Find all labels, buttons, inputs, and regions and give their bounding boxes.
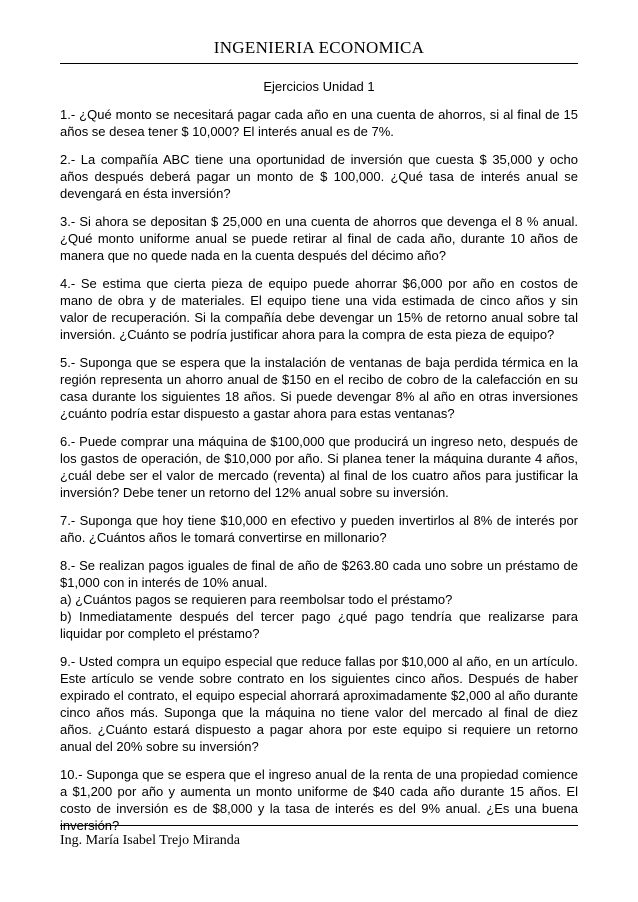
- header-divider: [60, 63, 578, 64]
- exercise-4: 4.- Se estima que cierta pieza de equipo puede ahorrar $6,000 por año en costos de mano de obra y de materiales. El equipo tiene una vida estimada de cinco años y sin valor de recuperación. Si la compañía debe devengar un 15% de retorno anual sobre tal inversión. ¿Cuánto se podría justificar ahora para la compra de esta pieza de equipo?: [60, 276, 578, 342]
- document-body: [60, 78, 578, 834]
- footer-divider: [60, 825, 578, 826]
- exercise-9: 9.- Usted compra un equipo especial que reduce fallas por $10,000 al año, en un artículo. Este artículo se vende sobre contrato en los siguientes cinco años. Después de haber expirado el contrato, el equipo especial ahorrará aproximadamente $2,000 al año durante cinco años más. Suponga que la máquina no tiene valor del mercado al final de diez años. ¿Cuánto estará dispuesto a pagar ahora por este equipo si requiere un retorno anual del 20% sobre su inversión?: [60, 654, 578, 754]
- exercise-2: 2.- La compañía ABC tiene una oportunidad de inversión que cuesta $ 35,000 y ocho años después deberá pagar un monto de $ 100,000. ¿Qué tasa de interés anual se devengará en ésta inversión?: [60, 152, 578, 201]
- exercise-3: 3.- Si ahora se depositan $ 25,000 en una cuenta de ahorros que devenga el 8 % anual. ¿Qué monto uniforme anual se puede retirar al final de cada año, durante 10 años de manera que no quede nada en la cuenta después del décimo año?: [60, 214, 578, 263]
- footer-author: Ing. María Isabel Trejo Miranda: [60, 833, 241, 848]
- exercise-6: 6.- Puede comprar una máquina de $100,000 que producirá un ingreso neto, después de los gastos de operación, de $10,000 por año. Si planea tener la máquina durante 4 años, ¿cuál debe ser el valor de mercado (reventa) al final de los cuatro años para justificar la inversión? Debe tener un retorno del 12% anual sobre su inversión.: [60, 434, 578, 500]
- exercise-7: 7.- Suponga que hoy tiene $10,000 en efectivo y pueden invertirlos al 8% de interés por año. ¿Cuántos años le tomará convertirse en millonario?: [60, 513, 578, 545]
- exercise-10: 10.- Suponga que se espera que el ingreso anual de la renta de una propiedad comience a $1,200 por año y aumenta un monto uniforme de $40 cada año durante 15 años. El costo de inversión es de $8,000 y la tasa de interés es del 9% anual. ¿Es una buena inversión?: [60, 767, 578, 833]
- exercise-8-item-b: b) Inmediatamente después del tercer pago ¿qué pago tendría que realizarse para liquidar por completo el préstamo?: [60, 609, 578, 641]
- document-subtitle: Ejercicios Unidad 1: [263, 79, 375, 94]
- exercise-1: 1.- ¿Qué monto se necesitará pagar cada año en una cuenta de ahorros, si al final de 15 años se desea tener $ 10,000? El interés anual es de 7%.: [60, 107, 578, 139]
- exercise-8-item-a: a) ¿Cuántos pagos se requieren para reembolsar todo el préstamo?: [60, 592, 453, 607]
- page-header-title: INGENIERIA ECONOMICA: [213, 38, 425, 57]
- exercise-8-statement: 8.- Se realizan pagos iguales de final de año de $263.80 cada uno sobre un préstamo de $1,000 con in interés de 10% anual.: [60, 558, 578, 590]
- exercise-8: [60, 557, 578, 642]
- exercise-5: 5.- Suponga que se espera que la instalación de ventanas de baja perdida térmica en la región representa un ahorro anual de $150 en el recibo de cobro de la calefacción en su casa durante los siguientes 18 años. Si puede devengar 8% al año en otras inversiones ¿cuánto podría estar dispuesto a gastar ahora para estas ventanas?: [60, 355, 578, 421]
